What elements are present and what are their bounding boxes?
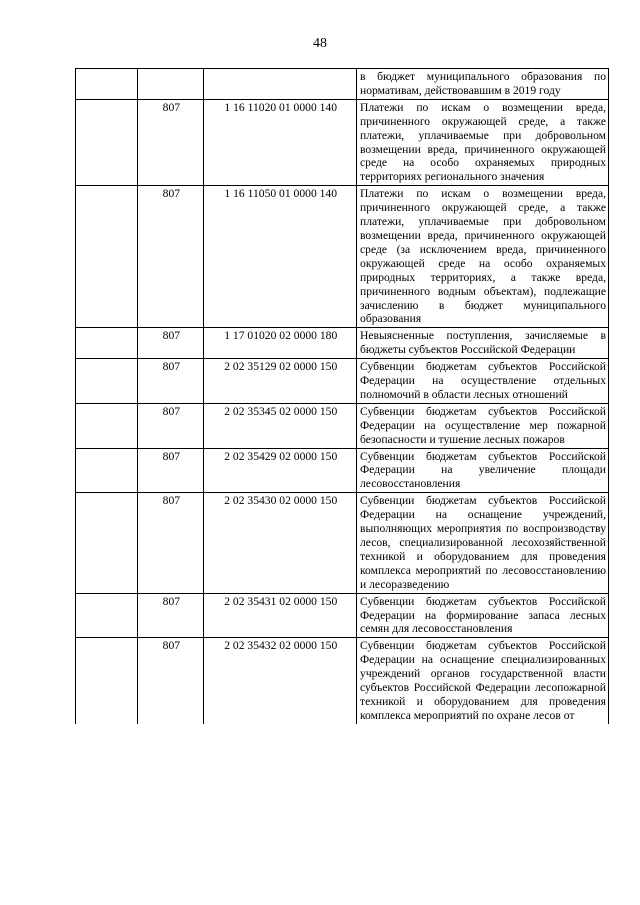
blank-cell xyxy=(76,328,138,359)
budget-code-cell xyxy=(204,69,357,100)
blank-cell xyxy=(76,186,138,328)
admin-code-cell: 807 xyxy=(138,593,204,638)
admin-code-cell: 807 xyxy=(138,638,204,724)
description-cell: Субвенции бюджетам субъектов Российской Федерации на осуществление отдельных полномочий в области лесных отношений xyxy=(357,359,609,404)
blank-cell xyxy=(76,403,138,448)
table-row xyxy=(76,186,609,328)
blank-cell xyxy=(76,359,138,404)
table-row xyxy=(76,638,609,724)
table-row xyxy=(76,593,609,638)
blank-cell xyxy=(76,493,138,593)
table-row xyxy=(76,99,609,185)
admin-code-cell: 807 xyxy=(138,186,204,328)
budget-code-cell: 2 02 35129 02 0000 150 xyxy=(204,359,357,404)
budget-code-cell: 1 16 11020 01 0000 140 xyxy=(204,99,357,185)
description-cell: Субвенции бюджетам субъектов Российской Федерации на осуществление мер пожарной безопасности и тушение лесных пожаров xyxy=(357,403,609,448)
admin-code-cell: 807 xyxy=(138,403,204,448)
table-row xyxy=(76,328,609,359)
table-row xyxy=(76,359,609,404)
budget-code-cell: 1 16 11050 01 0000 140 xyxy=(204,186,357,328)
budget-code-cell: 2 02 35345 02 0000 150 xyxy=(204,403,357,448)
table-row xyxy=(76,448,609,493)
budget-code-cell: 2 02 35431 02 0000 150 xyxy=(204,593,357,638)
budget-code-cell: 1 17 01020 02 0000 180 xyxy=(204,328,357,359)
blank-cell xyxy=(76,448,138,493)
page-number: 48 xyxy=(313,36,327,51)
table-row xyxy=(76,69,609,100)
blank-cell xyxy=(76,638,138,724)
blank-cell xyxy=(76,593,138,638)
description-cell: Субвенции бюджетам субъектов Российской Федерации на увеличение площади лесовосстановления xyxy=(357,448,609,493)
admin-code-cell: 807 xyxy=(138,493,204,593)
admin-code-cell xyxy=(138,69,204,100)
budget-code-cell: 2 02 35432 02 0000 150 xyxy=(204,638,357,724)
description-cell: Платежи по искам о возмещении вреда, причиненного окружающей среде, а также платежи, уплачиваемые при добровольном возмещении вреда, причиненного окружающей среде (за исключением вреда, причиненного окружающей среде на особо охраняемых природных территориях, а также вреда, причиненного водным объектам), подлежащие зачислению в бюджет муниципального образования xyxy=(357,186,609,328)
description-cell: Платежи по искам о возмещении вреда, причиненного окружающей среде, а также платежи, уплачиваемые при добровольном возмещении вреда, причиненного окружающей среде на особо охраняемых природных территориях регионального значения xyxy=(357,99,609,185)
budget-revenue-table xyxy=(75,68,609,724)
budget-code-cell: 2 02 35430 02 0000 150 xyxy=(204,493,357,593)
description-cell: Субвенции бюджетам субъектов Российской Федерации на формирование запаса лесных семян для лесовосстановления xyxy=(357,593,609,638)
blank-cell xyxy=(76,69,138,100)
admin-code-cell: 807 xyxy=(138,328,204,359)
description-cell: Субвенции бюджетам субъектов Российской Федерации на оснащение учреждений, выполняющих мероприятия по воспроизводству лесов, специализированной лесохозяйственной техникой и оборудованием для проведения комплекса мероприятий по лесовосстановлению и лесоразведению xyxy=(357,493,609,593)
budget-code-cell: 2 02 35429 02 0000 150 xyxy=(204,448,357,493)
admin-code-cell: 807 xyxy=(138,448,204,493)
description-cell: Невыясненные поступления, зачисляемые в бюджеты субъектов Российской Федерации xyxy=(357,328,609,359)
description-cell: в бюджет муниципального образования по нормативам, действовавшим в 2019 году xyxy=(357,69,609,100)
blank-cell xyxy=(76,99,138,185)
admin-code-cell: 807 xyxy=(138,99,204,185)
description-cell: Субвенции бюджетам субъектов Российской Федерации на оснащение специализированных учреждений органов государственной власти субъектов Российской Федерации лесопожарной техникой и оборудованием для проведения комплекса мероприятий по охране лесов от xyxy=(357,638,609,724)
table-row xyxy=(76,493,609,593)
admin-code-cell: 807 xyxy=(138,359,204,404)
table-row xyxy=(76,403,609,448)
